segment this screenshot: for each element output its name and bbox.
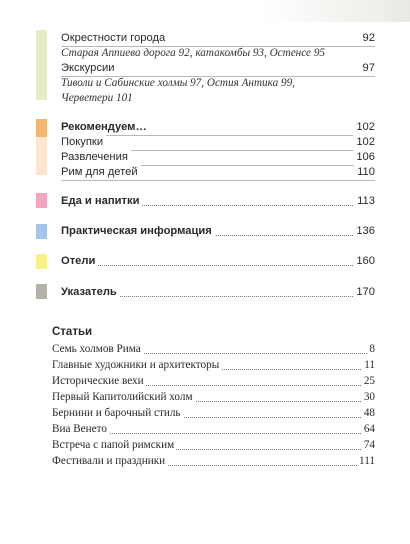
article-page: 11 <box>364 359 375 371</box>
top-band <box>0 0 410 22</box>
article-label: Первый Капитолийский холм <box>52 391 193 403</box>
articles-heading: Статьи <box>52 326 93 338</box>
article-entry[interactable] <box>52 405 375 421</box>
article-page: 64 <box>363 423 375 435</box>
toc-page: 113 <box>354 193 375 209</box>
article-label: Бернини и барочный стиль <box>52 407 181 419</box>
article-page: 25 <box>363 375 375 387</box>
toc-sub-excursions-1: Тиволи и Сабинские холмы 97, Остия Антика 99, <box>61 77 295 89</box>
toc-entry-index[interactable] <box>61 284 375 300</box>
toc-label: Практическая информация <box>61 223 215 239</box>
article-page: 74 <box>363 439 375 451</box>
section-bar-index <box>36 284 47 299</box>
article-label: Виа Венето <box>52 423 107 435</box>
section-bar-excursions <box>36 30 47 100</box>
toc-label: Указатель <box>61 284 120 300</box>
article-entry[interactable] <box>52 373 375 389</box>
toc-page: 110 <box>354 164 375 180</box>
toc-entry-hotels[interactable] <box>61 253 375 269</box>
article-label: Главные художники и архитекторы <box>52 359 220 371</box>
toc-entry-food[interactable] <box>61 193 375 209</box>
section-bar-recommended <box>36 119 47 175</box>
toc-label: Рим для детей <box>61 164 141 180</box>
toc-sub-surroundings: Старая Аппиева дорога 92, катакомбы 93, Остенсе 95 <box>61 47 326 59</box>
section-bar-hotels <box>36 254 47 269</box>
toc-page: 136 <box>353 223 375 239</box>
toc-page: 106 <box>353 149 375 165</box>
article-page: 111 <box>359 455 375 467</box>
toc-page: 102 <box>353 119 375 135</box>
article-page: 48 <box>363 407 375 419</box>
article-page: 8 <box>369 343 375 355</box>
section-bar-practical <box>36 224 47 239</box>
toc-label: Покупки <box>61 134 106 150</box>
toc-entry-kids[interactable] <box>61 164 375 181</box>
toc-page: 160 <box>353 253 375 269</box>
toc-page: 97 <box>360 60 375 76</box>
section-bar-food <box>36 193 47 208</box>
toc-label: Окрестности города <box>61 30 168 46</box>
toc-page: 170 <box>353 284 375 300</box>
article-label: Исторические вехи <box>52 375 144 387</box>
article-entry[interactable] <box>52 453 375 469</box>
article-entry[interactable] <box>52 389 375 405</box>
toc-label: Отели <box>61 253 98 269</box>
toc-entry-practical[interactable] <box>61 223 375 239</box>
article-label: Семь холмов Рима <box>52 343 141 355</box>
article-entry[interactable] <box>52 341 375 357</box>
toc-sub-excursions-2: Черветери 101 <box>61 92 133 104</box>
toc-label: Экскурсии <box>61 60 117 76</box>
toc-label: Развлечения <box>61 149 131 165</box>
toc-page: 102 <box>353 134 375 150</box>
article-entry[interactable] <box>52 437 375 453</box>
article-label: Встреча с папой римским <box>52 439 175 451</box>
article-entry[interactable] <box>52 357 375 373</box>
top-band-fade <box>260 0 410 22</box>
toc-page: 92 <box>360 30 375 46</box>
article-page: 30 <box>363 391 375 403</box>
toc-label: Рекомендуем… <box>61 119 150 135</box>
article-label: Фестивали и праздники <box>52 455 166 467</box>
toc-label: Еда и напитки <box>61 193 142 209</box>
article-entry[interactable] <box>52 421 375 437</box>
